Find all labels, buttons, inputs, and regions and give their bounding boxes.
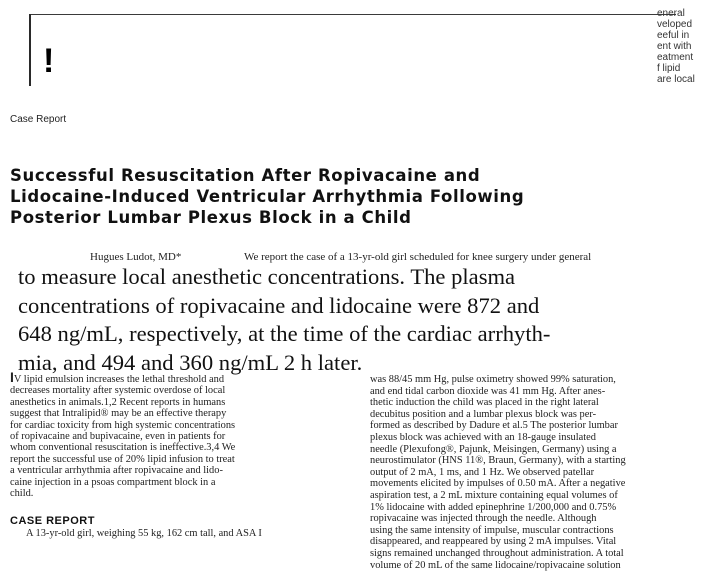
- body-line: thetic induction the child was placed in the right lateral: [370, 397, 710, 409]
- fragment-line: veloped: [657, 19, 697, 30]
- drop-cap: I: [10, 369, 14, 385]
- case-first-line: A 13-yr-old girl, weighing 55 kg, 162 cm tall, and ASA I: [26, 528, 262, 539]
- body-line: decubitus position and a lumbar plexus block was per-: [370, 409, 710, 421]
- body-line: was 88/45 mm Hg, pulse oximetry showed 99% saturation,: [370, 374, 710, 386]
- body-line: [10, 372, 350, 385]
- body-line: aspiration test, a 2 mL mixture containing equal volumes of: [370, 490, 710, 502]
- fragment-line: eneral: [657, 8, 697, 19]
- abstract-line: mia, and 494 and 360 ng/mL 2 h later.: [18, 349, 654, 378]
- right-edge-text-fragments: [657, 8, 697, 85]
- body-line: a ventricular arrhythmia after ropivacaine and lido-: [10, 465, 350, 476]
- body-line: for cardiac toxicity from high systemic concentrations: [10, 420, 350, 431]
- body-line: using the same intensity of impulse, muscular contractions: [370, 525, 710, 537]
- abstract-first-line: We report the case of a 13-yr-old girl scheduled for knee surgery under general: [244, 251, 704, 263]
- body-line: 1% lidocaine with added epinephrine 1/200,000 and 0.75%: [370, 502, 710, 514]
- abstract-excerpt: [18, 263, 654, 377]
- title-line: Successful Resuscitation After Ropivacaine and: [10, 165, 650, 186]
- abstract-line: concentrations of ropivacaine and lidocaine were 872 and: [18, 292, 654, 321]
- abstract-line: 648 ng/mL, respectively, at the time of the cardiac arrhyth-: [18, 320, 654, 349]
- fragment-line: eeful in: [657, 30, 697, 41]
- body-line: suggest that Intralipid® may be an effective therapy: [10, 408, 350, 419]
- title-line: Lidocaine-Induced Ventricular Arrhythmia Following: [10, 186, 650, 207]
- body-line: volume of 20 mL of the same lidocaine/ropivacaine solution: [370, 560, 710, 571]
- body-line: formed as described by Dadure et al.5 The posterior lumbar: [370, 420, 710, 432]
- body-line: output of 2 mA, 1 ms, and 1 Hz. We observed patellar: [370, 467, 710, 479]
- body-line: disappeared, and reappeared by using 2 mA impulses. Vital: [370, 536, 710, 548]
- body-column-right: [370, 374, 710, 571]
- fragment-line: ent with: [657, 41, 697, 52]
- article-title: [10, 165, 650, 228]
- body-line: neurostimulator (HNS 11®, Braun, Germany), with a starting: [370, 455, 710, 467]
- slide-frame-left-rule: [29, 14, 31, 86]
- body-line: signs remained unchanged throughout administration. A total: [370, 548, 710, 560]
- body-line: and end tidal carbon dioxide was 41 mm Hg. After anes-: [370, 386, 710, 398]
- section-heading: CASE REPORT: [10, 515, 95, 527]
- body-line: anesthetics in animals.1,2 Recent reports in humans: [10, 397, 350, 408]
- abstract-line: to measure local anesthetic concentrations. The plasma: [18, 263, 654, 292]
- fragment-line: are local: [657, 74, 697, 85]
- body-line: child.: [10, 488, 350, 499]
- body-column-left: [10, 372, 350, 499]
- body-line: movements elicited by impulses of 0.50 mA. After a negative: [370, 478, 710, 490]
- author-name: Hugues Ludot, MD*: [90, 251, 181, 263]
- body-line: caine injection in a psoas compartment block in a: [10, 477, 350, 488]
- fragment-line: eatment: [657, 52, 697, 63]
- section-label: Case Report: [10, 114, 66, 125]
- body-line: needle (Plexufong®, Pajunk, Meisingen, Germany) using a: [370, 444, 710, 456]
- body-line: report the successful use of 20% lipid infusion to treat: [10, 454, 350, 465]
- body-line: decreases mortality after systemic overdose of local: [10, 385, 350, 396]
- exclamation-mark: !: [43, 44, 54, 78]
- body-line: of ropivacaine and bupivacaine, even in patients for: [10, 431, 350, 442]
- fragment-line: f lipid: [657, 63, 697, 74]
- body-line: plexus block was achieved with an 18-gauge insulated: [370, 432, 710, 444]
- body-line-text: V lipid emulsion increases the lethal threshold and: [14, 374, 224, 385]
- body-line: ropivacaine was injected through the needle. Although: [370, 513, 710, 525]
- slide-frame-top-rule: [30, 14, 676, 15]
- title-line: Posterior Lumbar Plexus Block in a Child: [10, 207, 650, 228]
- body-line: whom conventional resuscitation is ineffective.3,4 We: [10, 442, 350, 453]
